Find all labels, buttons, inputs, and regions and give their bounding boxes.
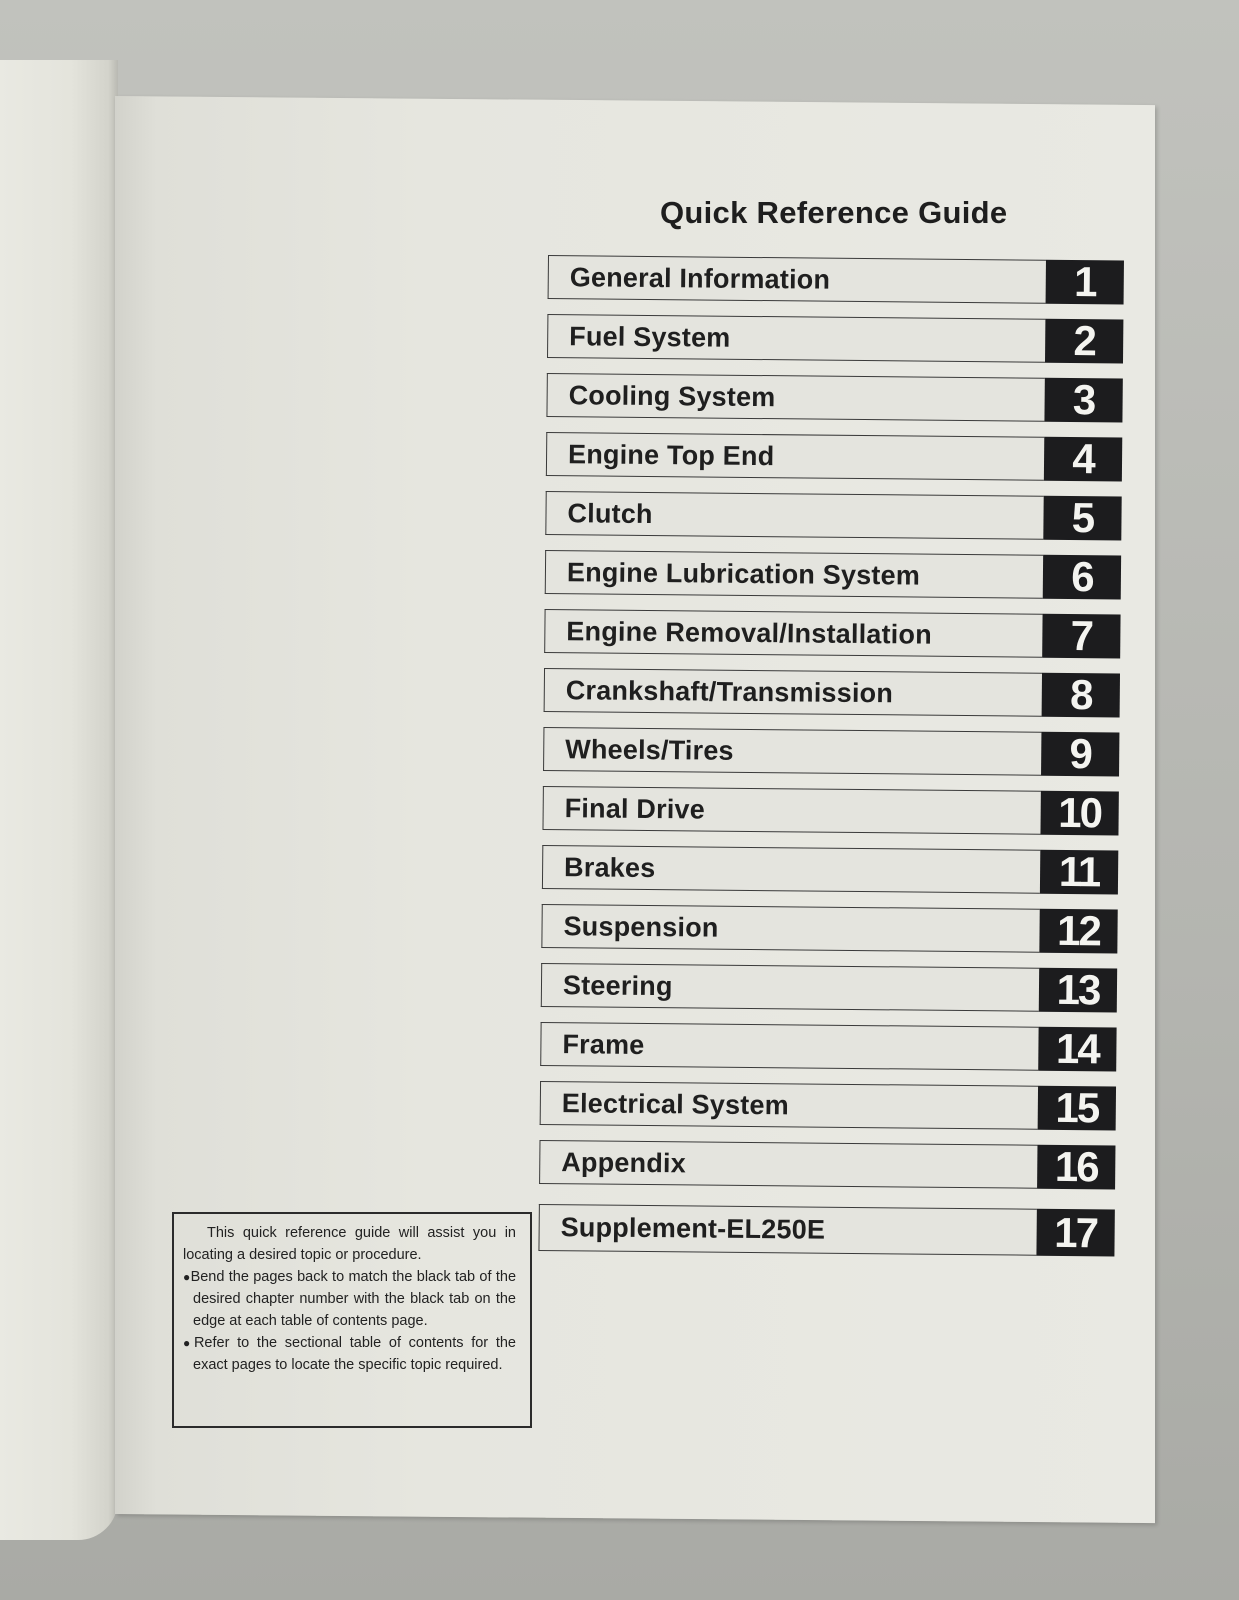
chapter-row[interactable]	[547, 314, 1123, 364]
bullet-icon: ●	[183, 1270, 191, 1284]
note-item-text: Bend the pages back to match the black tab of the desired chapter number with the black tab on the edge at each table of contents page.	[190, 1269, 517, 1329]
chapter-tab[interactable]: 1	[1046, 260, 1124, 305]
chapter-label: Appendix	[539, 1140, 1037, 1189]
note-intro: This quick reference guide will assist you in locating a desired topic or procedure.	[183, 1225, 516, 1263]
chapter-tab[interactable]: 8	[1042, 673, 1120, 718]
chapter-row[interactable]	[540, 1081, 1116, 1131]
chapter-row[interactable]	[542, 845, 1118, 895]
chapter-row[interactable]	[548, 255, 1124, 305]
chapter-row[interactable]	[546, 432, 1122, 482]
chapter-tab[interactable]: 13	[1039, 968, 1117, 1013]
chapter-row[interactable]	[541, 963, 1117, 1013]
chapter-label: Steering	[541, 963, 1039, 1012]
chapter-row[interactable]	[545, 550, 1121, 600]
chapter-label: Frame	[540, 1022, 1038, 1071]
chapter-label: Engine Top End	[546, 432, 1044, 481]
chapter-tab[interactable]: 4	[1044, 437, 1122, 482]
chapter-tab[interactable]: 7	[1042, 614, 1120, 659]
chapter-label: Brakes	[542, 845, 1040, 894]
previous-page-edge	[0, 60, 118, 1540]
chapter-row[interactable]	[543, 727, 1119, 777]
chapter-label: Cooling System	[546, 373, 1044, 422]
chapter-tab[interactable]: 17	[1036, 1209, 1114, 1257]
chapter-tab[interactable]: 3	[1044, 378, 1122, 423]
chapter-row[interactable]	[538, 1204, 1114, 1257]
note-item-text: Refer to the sectional table of contents for the exact pages to locate the specific topic required.	[193, 1335, 517, 1373]
chapter-row[interactable]	[545, 491, 1121, 541]
chapter-label: Fuel System	[547, 314, 1045, 363]
chapter-label: Crankshaft/Transmission	[544, 668, 1042, 717]
chapter-tab[interactable]: 5	[1043, 496, 1121, 541]
chapter-tab[interactable]: 14	[1038, 1027, 1116, 1072]
usage-note-box	[172, 1212, 532, 1428]
note-item	[183, 1332, 516, 1376]
chapter-tab[interactable]: 11	[1040, 850, 1118, 895]
chapter-row[interactable]	[544, 609, 1120, 659]
chapter-label: Electrical System	[540, 1081, 1038, 1130]
chapter-tab[interactable]: 10	[1040, 791, 1118, 836]
chapter-row[interactable]	[540, 1022, 1116, 1072]
chapter-label: Wheels/Tires	[543, 727, 1041, 776]
chapter-tab[interactable]: 6	[1043, 555, 1121, 600]
chapter-tab[interactable]: 16	[1037, 1145, 1115, 1190]
chapter-label: Final Drive	[542, 786, 1040, 835]
chapter-row[interactable]	[546, 373, 1122, 423]
chapter-row[interactable]	[542, 786, 1118, 836]
chapter-label: General Information	[548, 255, 1046, 304]
chapter-tab[interactable]: 2	[1045, 319, 1123, 364]
note-item	[183, 1266, 516, 1332]
chapter-label: Engine Removal/Installation	[544, 609, 1042, 658]
chapter-tab[interactable]: 12	[1039, 909, 1117, 954]
chapter-row[interactable]	[544, 668, 1120, 718]
chapter-row[interactable]	[541, 904, 1117, 954]
chapter-label: Clutch	[545, 491, 1043, 540]
chapter-index	[538, 255, 1124, 1271]
chapter-label: Suspension	[541, 904, 1039, 953]
chapter-label: Supplement-EL250E	[538, 1204, 1036, 1256]
chapter-tab[interactable]: 15	[1038, 1086, 1116, 1131]
chapter-row[interactable]	[539, 1140, 1115, 1190]
chapter-tab[interactable]: 9	[1041, 732, 1119, 777]
bullet-icon: ●	[183, 1336, 194, 1350]
page-title: Quick Reference Guide	[660, 195, 1008, 230]
chapter-label: Engine Lubrication System	[545, 550, 1043, 599]
